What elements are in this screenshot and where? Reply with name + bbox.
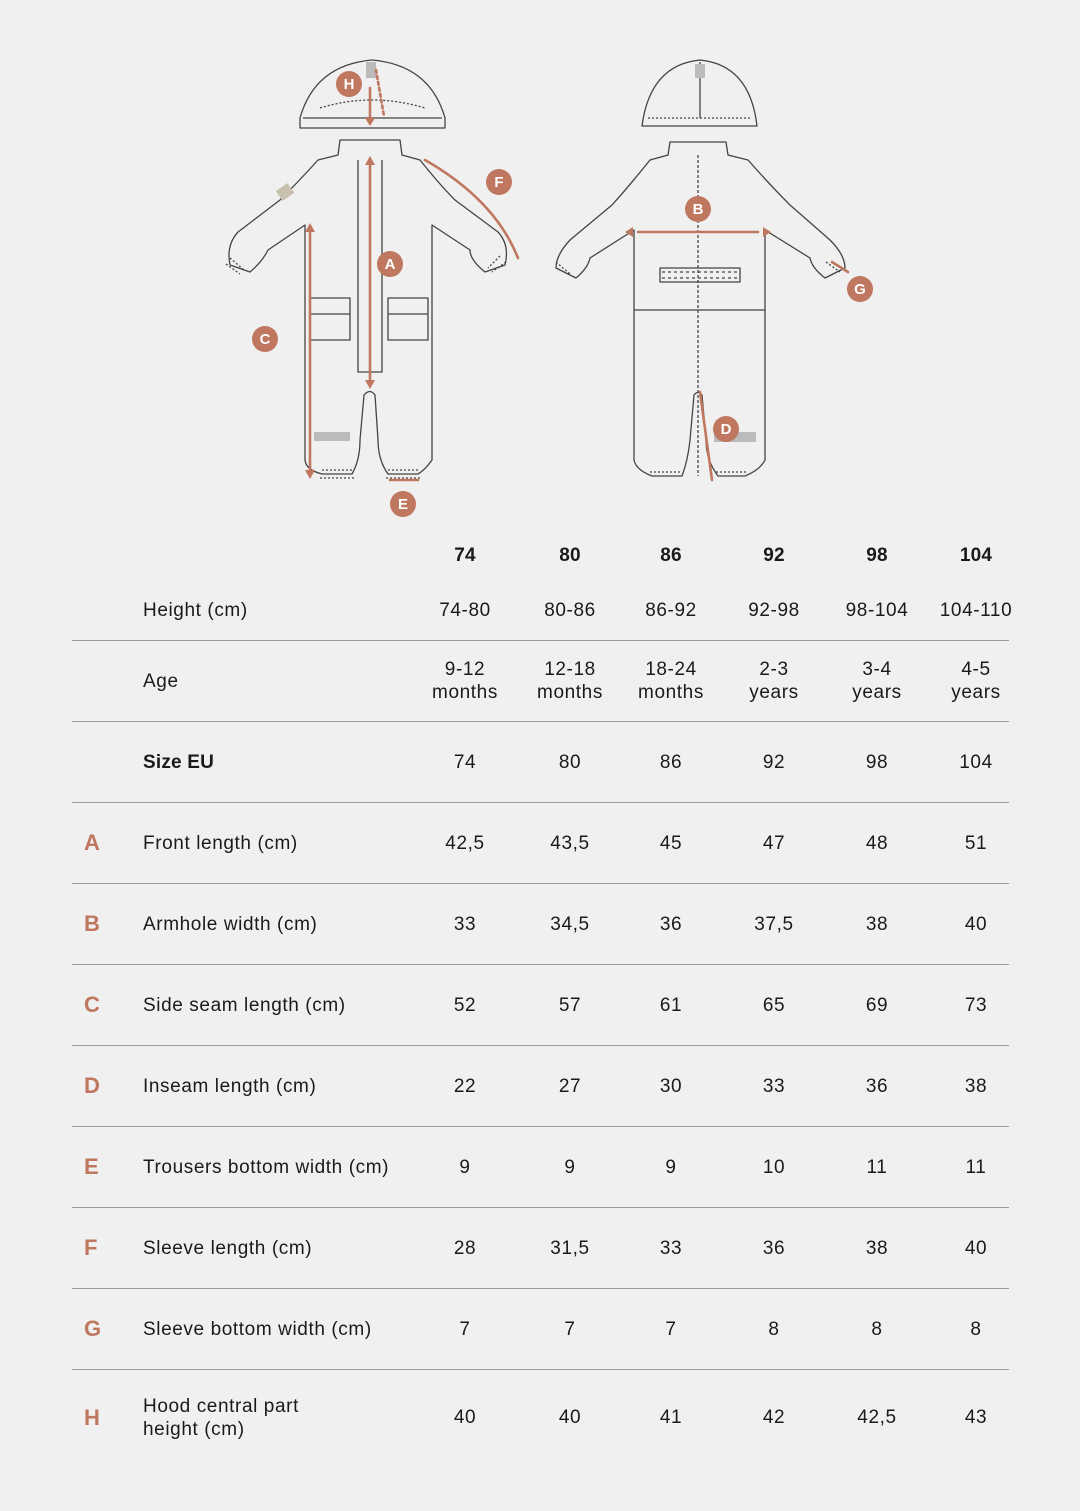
table-cell: 42,5: [445, 832, 485, 854]
table-cell: 47: [762, 832, 786, 854]
row-label: Sleeve bottom width (cm): [143, 1318, 372, 1340]
table-cell: 22: [453, 1075, 477, 1097]
row-label: Size EU: [143, 751, 215, 773]
table-cell: 12-18 months: [537, 659, 603, 703]
table-cell: 40: [964, 1237, 988, 1259]
table-row: [72, 964, 1009, 1045]
marker-b: B: [692, 201, 704, 218]
table-cell: 40: [558, 1407, 582, 1428]
table-cell: 33: [453, 913, 477, 935]
table-cell: 92-98: [748, 599, 800, 621]
measurement-letter: E: [84, 1154, 99, 1179]
table-row: [72, 721, 1009, 802]
table-cell: 45: [659, 832, 683, 854]
size-header-cell: 92: [763, 544, 785, 566]
marker-f: F: [494, 174, 504, 191]
row-label: Front length (cm): [143, 832, 298, 854]
table-cell: 86: [659, 751, 683, 773]
table-cell: 36: [762, 1237, 786, 1259]
measurement-letter: B: [84, 911, 100, 936]
table-cell: 38: [865, 1237, 889, 1259]
table-cell: 73: [964, 994, 988, 1016]
table-cell: 98: [865, 751, 889, 773]
table-cell: 31,5: [550, 1237, 590, 1259]
table-cell: 104: [959, 751, 993, 773]
table-cell: 9: [564, 1156, 576, 1178]
table-cell: 18-24 months: [638, 659, 704, 703]
table-cell: 4-5 years: [951, 659, 1001, 703]
table-cell: 43,5: [550, 832, 590, 854]
table-cell: 80: [558, 751, 582, 773]
size-header-cell: 74: [454, 544, 476, 566]
measurement-letter: F: [84, 1235, 98, 1260]
back-body-outline: [556, 142, 845, 476]
table-cell: 9-12 months: [432, 659, 498, 703]
marker-c: C: [259, 331, 271, 348]
table-cell: 7: [665, 1318, 677, 1340]
measurement-letter: A: [84, 830, 100, 855]
marker-g: G: [854, 281, 866, 298]
measurement-letter: D: [84, 1073, 100, 1098]
table-cell: 8: [768, 1318, 780, 1340]
table-cell: 11: [866, 1156, 888, 1178]
row-label: Inseam length (cm): [143, 1075, 317, 1097]
table-cell: 8: [970, 1318, 982, 1340]
table-row: [72, 802, 1009, 883]
row-label: Age: [143, 670, 179, 692]
size-header-row: [72, 530, 1009, 580]
table-row: [72, 1126, 1009, 1207]
table-cell: 37,5: [754, 913, 794, 935]
row-label: Height (cm): [143, 599, 248, 621]
table-row: [72, 1045, 1009, 1126]
table-cell: 40: [964, 913, 988, 935]
table-row: [72, 1288, 1009, 1369]
size-header-cell: 80: [559, 544, 581, 566]
marker-a: A: [384, 256, 396, 273]
table-cell: 40: [453, 1407, 477, 1428]
table-row: [72, 640, 1009, 721]
table-cell: 61: [659, 994, 683, 1016]
table-row: [72, 883, 1009, 964]
size-header-cell: 98: [866, 544, 888, 566]
table-row: [72, 1207, 1009, 1288]
row-label: Armhole width (cm): [143, 913, 318, 935]
table-cell: 30: [659, 1075, 683, 1097]
table-cell: 69: [865, 994, 889, 1016]
table-cell: 42,5: [857, 1407, 897, 1428]
measurement-letter: G: [84, 1316, 102, 1341]
table-cell: 33: [762, 1075, 786, 1097]
table-row: [72, 580, 1013, 640]
table-cell: 2-3 years: [749, 659, 799, 703]
table-cell: 80-86: [544, 599, 596, 621]
table-cell: 38: [964, 1075, 988, 1097]
table-cell: 33: [659, 1237, 683, 1259]
row-label: Hood central part height (cm): [143, 1395, 299, 1440]
table-cell: 27: [558, 1075, 582, 1097]
table-cell: 74: [453, 751, 477, 773]
table-cell: 42: [762, 1407, 786, 1428]
size-header-cell: 86: [660, 544, 682, 566]
marker-e: E: [397, 496, 409, 513]
table-cell: 48: [865, 832, 889, 854]
row-label: Trousers bottom width (cm): [143, 1156, 390, 1178]
table-cell: 8: [871, 1318, 883, 1340]
table-cell: 41: [659, 1407, 683, 1428]
table-cell: 28: [453, 1237, 477, 1259]
table-cell: 7: [459, 1318, 471, 1340]
table-cell: 9: [459, 1156, 471, 1178]
marker-d: D: [720, 421, 732, 438]
table-cell: 7: [564, 1318, 576, 1340]
table-cell: 11: [965, 1156, 987, 1178]
size-illustration: [0, 0, 1080, 530]
table-cell: 104-110: [939, 599, 1013, 621]
table-cell: 92: [762, 751, 786, 773]
measurement-letter: H: [84, 1404, 100, 1430]
table-cell: 36: [865, 1075, 889, 1097]
size-table-body: [72, 580, 1013, 1465]
table-cell: 34,5: [550, 913, 590, 935]
size-table: [72, 530, 1013, 1465]
overall-diagram: [0, 0, 1080, 530]
table-cell: 38: [865, 913, 889, 935]
table-cell: 52: [453, 994, 477, 1016]
marker-h: H: [343, 76, 355, 93]
table-cell: 43: [964, 1407, 988, 1428]
table-cell: 98-104: [845, 599, 909, 621]
table-cell: 36: [659, 913, 683, 935]
table-cell: 3-4 years: [852, 659, 902, 703]
table-cell: 10: [762, 1156, 786, 1178]
table-cell: 74-80: [439, 599, 491, 621]
measurement-letter: C: [84, 992, 100, 1017]
table-row: [72, 1369, 1009, 1465]
table-cell: 65: [762, 994, 786, 1016]
size-header-cell: 104: [959, 544, 993, 566]
front-body-outline: [229, 140, 506, 474]
table-cell: 86-92: [645, 599, 697, 621]
row-label: Sleeve length (cm): [143, 1237, 313, 1259]
row-label: Side seam length (cm): [143, 994, 346, 1016]
table-cell: 57: [558, 994, 582, 1016]
table-cell: 9: [665, 1156, 677, 1178]
table-cell: 51: [964, 832, 988, 854]
